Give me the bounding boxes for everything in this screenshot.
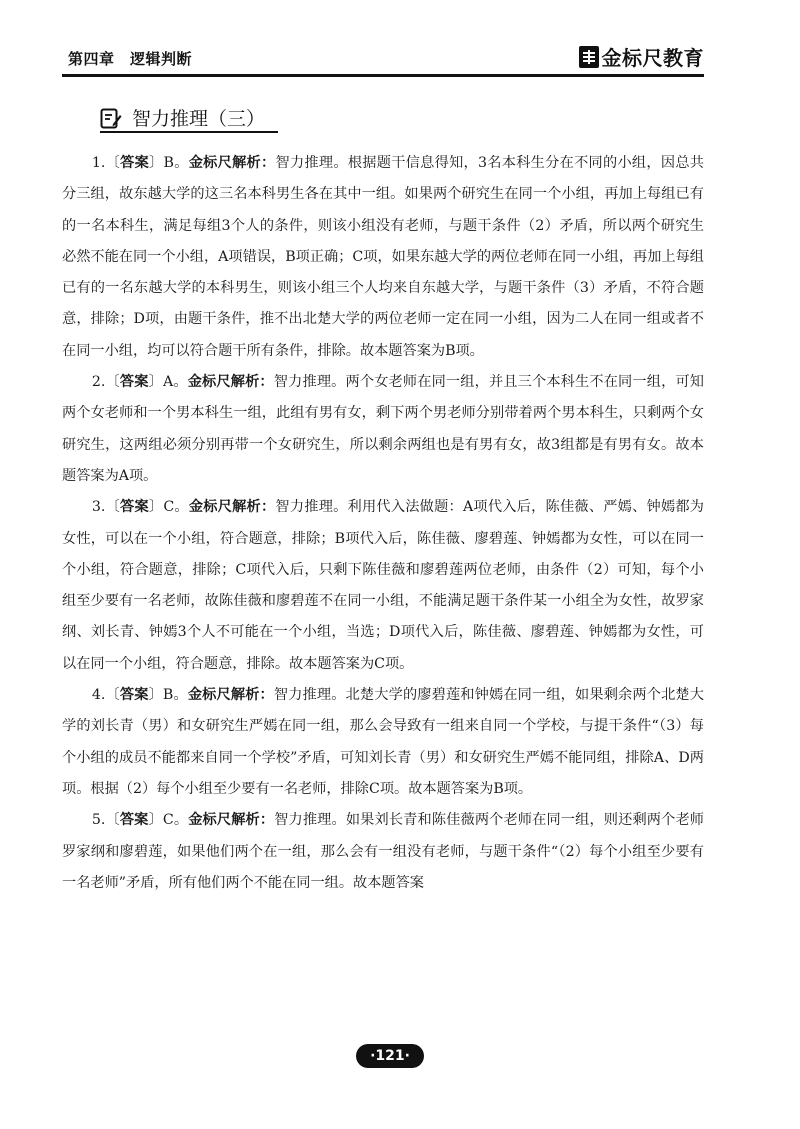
answer-item-4: 4.〔答案〕B。金标尺解析：智力推理。北楚大学的廖碧莲和钟嫣在同一组，如果剩余两个北楚大学的刘长青（男）和女研究生严嫣在同一组，那么会导致有一组来自同一个学校，与提干条件“（3）每个小组的成员不能都来自同一个学校”矛盾，可知刘长青（男）和女研究生严嫣不能同组，排除A、D两项。根据（2）每个小组至少要有一名老师，排除C项。故本题答案为B项。 [62,687,704,797]
analysis-text: 智力推理。两个女老师在同一组，并且三个本科生不在同一组，可知两个女老师和一个男本科生一组，此组有男有女，剩下两个男老师分别带着两个男本科生，只剩两个女研究生，这两组必须分别再带一个女研究生，所以剩余两组也是有男有女，故3组都是有男有女。故本题答案为A项。 [62,374,704,484]
answer-letter: A [162,374,174,391]
analysis-label: 金标尺解析： [188,155,276,171]
answer-number: 5. [91,812,106,829]
section-heading [100,104,265,131]
chapter-title: 第四章 逻辑判断 [68,50,193,68]
section-underline [100,131,278,133]
brand-emblem-icon [579,46,599,68]
analysis-text: 智力推理。北楚大学的廖碧莲和钟嫣在同一组，如果剩余两个北楚大学的刘长青（男）和女研究生严嫣在同一组，那么会导致有一组来自同一个学校，与提干条件“（3）每个小组的成员不能都来自同一个学校”矛盾，可知刘长青（男）和女研究生严嫣不能同组，排除A、D两项。根据（2）每个小组至少要有一名老师，排除C项。故本题答案为B项。 [62,687,704,797]
answer-letter: B [162,687,174,704]
analysis-label: 金标尺解析： [187,374,274,391]
answer-label: 答案 [119,687,149,704]
answer-letter: B [163,155,174,171]
header-divider [62,74,704,77]
answer-label: 答案 [119,812,149,829]
answer-number: 3. [91,499,106,516]
answer-item-3: 3.〔答案〕C。金标尺解析：智力推理。利用代入法做题：A项代入后，陈佳薇、严嫣、钟嫣都为女性，可以在一个小组，符合题意，排除；B项代入后，陈佳薇、廖碧莲、钟嫣都为女性，可以在同一个小组，符合题意，排除；C项代入后，只剩下陈佳薇和廖碧莲两位老师，由条件（2）可知，每个小组至少要有一名老师，故陈佳薇和廖碧莲不在同一小组，不能满足题干条件某一小组全为女性，故罗家纲、刘长青、钟嫣3个人不可能在一个小组，当选；D项代入后，陈佳薇、廖碧莲、钟嫣都为女性，可以在同一个小组，符合题意，排除。故本题答案为C项。 [62,499,704,672]
answer-item-5: 5.〔答案〕C。金标尺解析：智力推理。如果刘长青和陈佳薇两个老师在同一组，则还剩两个老师罗家纲和廖碧莲，如果他们两个在一组，那么会有一组没有老师，与题干条件“（2）每个小组至少要有一名老师”矛盾，所有他们两个不能在同一组。故本题答案 [62,812,704,891]
answer-letter: C [162,812,174,829]
answer-item-1: 1.〔答案〕B。金标尺解析：智力推理。根据题干信息得知，3名本科生分在不同的小组，因总共分三组，故东越大学的这三名本科男生各在其中一组。如果两个研究生在同一个小组，再加上每组已有的一名本科生，满足每组3个人的条件，则该小组没有老师，与题干条件（2）矛盾，所以两个研究生必然不能在同一个小组，A项错误，B项正确；C项，如果东越大学的两位老师在同一小组，再加上每组已有的一名东越大学的本科男生，则该小组三个人均来自东越大学，与题干条件（3）矛盾，不符合题意，排除；D项，由题干条件，推不出北楚大学的两位老师一定在同一小组，因为二人在同一组或者不在同一小组，均可以符合题干所有条件，排除。故本题答案为B项。 [62,155,704,359]
section-title: 智力推理（三） [132,108,266,130]
analysis-label: 金标尺解析： [187,687,274,704]
answer-label: 答案 [120,499,149,516]
analysis-text: 智力推理。根据题干信息得知，3名本科生分在不同的小组，因总共分三组，故东越大学的这三名本科男生各在其中一组。如果两个研究生在同一个小组，再加上每组已有的一名本科生，满足每组3个人的条件，则该小组没有老师，与题干条件（2）矛盾，所以两个研究生必然不能在同一个小组，A项错误，B项正确；C项，如果东越大学的两位老师在同一小组，再加上每组已有的一名东越大学的本科男生，则该小组三个人均来自东越大学，与题干条件（3）矛盾，不符合题意，排除；D项，由题干条件，推不出北楚大学的两位老师一定在同一小组，因为二人在同一组或者不在同一小组，均可以符合题干所有条件，排除。故本题答案为B项。 [62,155,704,359]
answer-number: 1. [91,155,106,171]
answer-label: 答案 [120,155,150,171]
analysis-text: 智力推理。如果刘长青和陈佳薇两个老师在同一组，则还剩两个老师罗家纲和廖碧莲，如果他们两个在一组，那么会有一组没有老师，与题干条件“（2）每个小组至少要有一名老师”矛盾，所有他们两个不能在同一组。故本题答案 [62,812,704,891]
brand-name: 金标尺教育 [601,46,704,70]
brand-logo [579,42,705,71]
page-header [62,40,704,74]
analysis-label: 金标尺解析： [188,812,275,829]
analysis-text: 智力推理。利用代入法做题：A项代入后，陈佳薇、严嫣、钟嫣都为女性，可以在一个小组，符合题意，排除；B项代入后，陈佳薇、廖碧莲、钟嫣都为女性，可以在同一个小组，符合题意，排除；C项代入后，只剩下陈佳薇和廖碧莲两位老师，由条件（2）可知，每个小组至少要有一名老师，故陈佳薇和廖碧莲不在同一小组，不能满足题干条件某一小组全为女性，故罗家纲、刘长青、钟嫣3个人不可能在一个小组，当选；D项代入后，陈佳薇、廖碧莲、钟嫣都为女性，可以在同一个小组，符合题意，排除。故本题答案为C项。 [62,499,704,672]
answer-number: 2. [91,374,106,391]
answer-list [62,148,704,899]
answer-item-2: 2.〔答案〕A。金标尺解析：智力推理。两个女老师在同一组，并且三个本科生不在同一组，可知两个女老师和一个男本科生一组，此组有男有女，剩下两个男老师分别带着两个男本科生，只剩两个女研究生，这两组必须分别再带一个女研究生，所以剩余两组也是有男有女，故3组都是有男有女。故本题答案为A项。 [62,374,704,484]
page-number: ·121· [356,1044,424,1068]
answer-number: 4. [91,687,106,704]
answer-label: 答案 [119,374,149,391]
answer-letter: C [163,499,175,516]
analysis-label: 金标尺解析： [188,499,276,516]
edit-note-icon [100,107,122,129]
